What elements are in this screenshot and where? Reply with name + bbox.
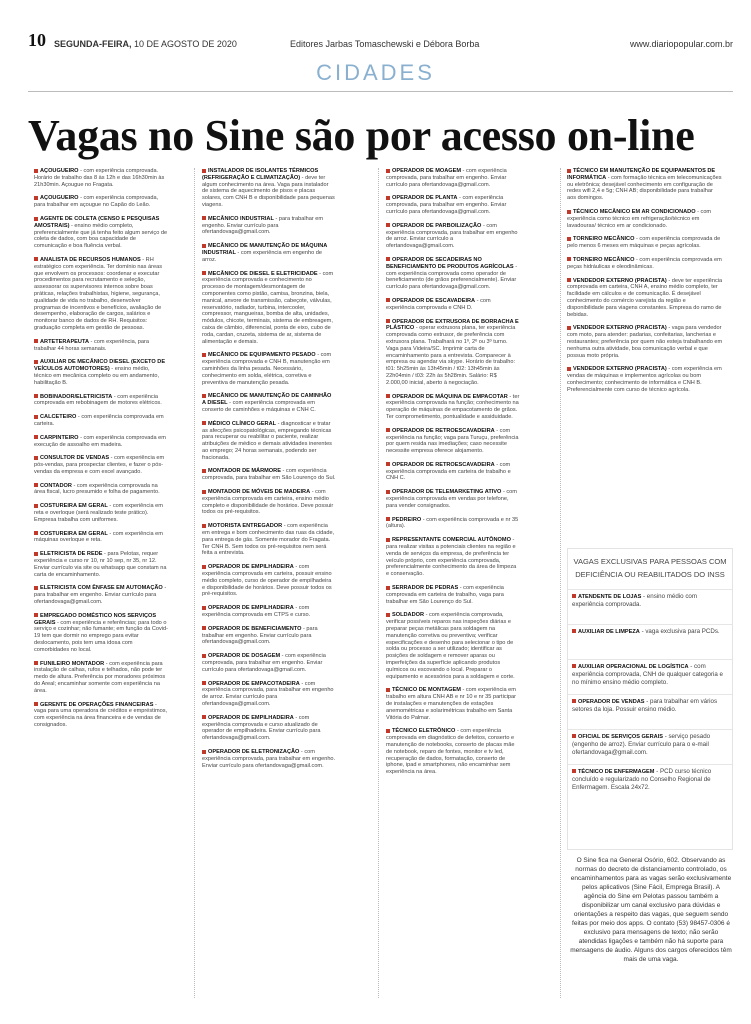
job-title: VENDEDOR EXTERNO (PRACISTA) bbox=[573, 325, 667, 332]
pcd-jobs-box bbox=[567, 548, 733, 850]
job-description: - com experiência em entrega e bom conhecimento das ruas da cidade, para entrega de gás. Somente morador do Fragata. Ter CNH B. Sem todos os pré-requisitos nem será feita a entrevista. bbox=[202, 523, 335, 557]
job-title: MECÂNICO DE EQUIPAMENTO PESADO bbox=[208, 352, 316, 359]
job-title: TORNEIRO MECÂNICO bbox=[573, 256, 635, 263]
job-listing bbox=[568, 764, 732, 797]
job-description: - com experiência comprovada e CNH B, manutenção em caminhões da linha pesada. Necessário, conhecimento em solda, elétrica, corretiva e preventiva de manutenção pesada. bbox=[202, 352, 332, 386]
job-listing bbox=[202, 605, 336, 619]
square-bullet-icon bbox=[34, 257, 38, 261]
column-4 bbox=[567, 168, 723, 401]
job-listing bbox=[34, 585, 168, 605]
job-description: - com experiência em reta e overloque (será realizado teste prático). Empresa trabalha com uniformes. bbox=[34, 503, 163, 523]
job-description: - com experiência comprovada em carteira, ensino médio completo e disponibilidade de horários. Deve possuir todos os pré-requisitos. bbox=[202, 489, 334, 516]
square-bullet-icon bbox=[202, 626, 206, 630]
job-description: - para trabalhar em engenho. Enviar currículo para ofertandovaga@gmail.com. bbox=[202, 625, 318, 646]
job-title: OPERADOR DE EMPILHADEIRA bbox=[208, 564, 294, 571]
job-description: - com experiência, para trabalhar 44 horas semanais. bbox=[34, 338, 150, 352]
job-listing bbox=[34, 414, 168, 428]
square-bullet-icon bbox=[386, 688, 390, 692]
square-bullet-icon bbox=[386, 490, 390, 494]
square-bullet-icon bbox=[572, 664, 576, 668]
square-bullet-icon bbox=[202, 353, 206, 357]
job-title: OPERADOR DE PARBOILIZAÇÃO bbox=[392, 222, 482, 229]
job-title: TÉCNICO ELETRÔNICO bbox=[392, 728, 456, 735]
sine-info-note: O Sine fica na General Osório, 602. Observando as normas do decreto de distanciamento controlado, os encaminhamentos para as vagas serão exclusivamente pelos aplicativos (Sine Fácil, Emprega Brasil). A agência do Sine em Pelotas passou também a disponibilizar um canal exclusivo para dúvidas e orientações a respeito das vagas, que seguem sendo feitas por meio dos apps. O contato (53) 98457-0306 é exclusivo para mensagens de texto; não serão atendidas ligações e também não há suporte para mensagens de áudio. Alguns dos cargos oferecidos têm mais de uma vaga. bbox=[570, 857, 732, 963]
job-description: - com experiência e referências; para todo o serviço e cozinhar; não fumante; em função da Covid-19 tem que dormir no emprego para evitar deslocamento, pois tem uma idosa com comorbidades no local. bbox=[34, 619, 169, 653]
job-title: MOTORISTA ENTREGADOR bbox=[208, 523, 283, 530]
job-listing bbox=[202, 271, 336, 346]
job-description: - com experiência comprovada em carteira de trabalho, vaga para trabalhar em São Lourenço do Sul. bbox=[386, 585, 504, 605]
square-bullet-icon bbox=[386, 428, 390, 432]
job-title: REPRESENTANTE COMERCIAL AUTÔNOMO bbox=[392, 537, 511, 544]
square-bullet-icon bbox=[202, 469, 206, 473]
job-listing bbox=[567, 366, 723, 393]
job-title: MECÂNICO DE DIESEL E ELETRICIDADE bbox=[208, 270, 318, 277]
square-bullet-icon bbox=[567, 257, 571, 261]
job-listing bbox=[386, 394, 520, 421]
job-title: OPERADOR DE ESCAVADEIRA bbox=[392, 297, 476, 304]
job-title: OFICIAL DE SERVIÇOS GERAIS bbox=[578, 734, 663, 740]
job-description: - com experiência em máquinas overloque e reta. bbox=[34, 530, 163, 544]
job-title: OPERADOR DE TELEMARKETING ATIVO bbox=[392, 489, 502, 496]
job-description: - PCD curso técnico concluído e regularizado no Conselho Regional de Enfermagem. Escala 24x72. bbox=[572, 768, 712, 791]
square-bullet-icon bbox=[202, 654, 206, 658]
job-description: - com experiência comprovada em execução de assoalho em madeira. bbox=[34, 434, 166, 448]
job-description: - com experiência comprovada, para trabalhar em São Lourenço do Sul. bbox=[202, 468, 336, 482]
job-title: COSTUREIRA EM GERAL bbox=[40, 530, 108, 537]
square-bullet-icon bbox=[34, 217, 38, 221]
job-description: - com experiência comprovada e conhecimento no processo de montagem/desmontagem de componentes como pistão, camisa, bronzina, biela, manical, anvore de transmissão, cabeçote, válvulas, reservatório, radiador, turbina, intercooler, compressor, mangueiras, bomba de alta, unidades, módulos, chicote, terminais, sistema de embreagem, caixa de câmbio, diferencial, ponta de eixo, cubo de roda, cardan, cruzeta, sistema de ar, sistema de alimentação e demais. bbox=[202, 270, 334, 345]
job-description: - operar extrusora plana, ter experiência comprovada como extrusor, de preferência com extrusora plana. Trabalhará no 1º, 2º ou 3º turno. Vaga para Videira/SC. Imprimir carta de encaminhamento para a entrevista. Comparecer à empresa ou agendar via skype. Horário de trabalho: t01: 5h25min às 13h45min / t02: 13h45min às 22h04min / t03: 22h às 5h28min. Salário: R$ 2.000,00 inicial, aberto à negociação. bbox=[386, 325, 516, 386]
job-title: SERRADOR DE PEDRAS bbox=[392, 585, 459, 592]
job-listing bbox=[386, 537, 520, 578]
column-2 bbox=[202, 168, 336, 776]
square-bullet-icon bbox=[567, 278, 571, 282]
job-description: - com experiência comprovada, para trabalhar em açougue no Capão do Leão. bbox=[34, 195, 159, 209]
job-listing bbox=[34, 394, 168, 408]
pcd-box-title: VAGAS EXCLUSIVAS PARA PESSOAS COM DEFICIÊNCIA OU REABILITADOS DO INSS bbox=[573, 557, 727, 579]
job-description: - com experiência como técnico em refrigeração/técnico em lavadouras/ técnico em ar condicionado. bbox=[567, 208, 712, 229]
job-listing bbox=[202, 243, 336, 263]
column-3 bbox=[386, 168, 520, 783]
job-title: ELETRICISTA COM ÊNFASE EM AUTOMAÇÃO bbox=[40, 585, 163, 592]
job-title: OPERADOR DE EMPILHADEIRA bbox=[208, 714, 294, 721]
square-bullet-icon bbox=[202, 681, 206, 685]
issue-date: SEGUNDA-FEIRA, 10 DE AGOSTO DE 2020 bbox=[54, 39, 237, 49]
square-bullet-icon bbox=[386, 169, 390, 173]
job-title: CALCETEIRO bbox=[40, 414, 77, 421]
job-description: - com experiência comprovada, verificar possíveis reparos nas inspeções diárias e preparar peças metálicas para soldagem na manutenção corretiva ou preventiva; verificar especificações e desenho para selecionar o tipo de solda ou processo a ser utilizado; identificar as posições de soldagem e remover aparas ou imperfeições da superfície aplicando produtos químicos ou escovando o local. Preparar o equipamento e acessórios para a soldagem e corte. bbox=[386, 612, 515, 680]
job-listing bbox=[202, 626, 336, 646]
job-listing bbox=[567, 209, 723, 229]
job-title: OPERADOR DE DOSAGEM bbox=[208, 653, 281, 660]
job-title: SOLDADOR bbox=[392, 612, 425, 619]
job-title: OPERADOR DE PLANTA bbox=[392, 195, 458, 202]
job-description: - para realizar visitas a potenciais clientes na região e venda de serviços da empresa, de preferência ter veículo próprio, com experiência comprovada, preferencialmente conhecimento da área de limpeza e conservação. bbox=[386, 537, 517, 578]
job-title: OPERADOR DE EXTRUSORA DE BORRACHA E PLÁSTICO bbox=[386, 318, 519, 332]
job-listing bbox=[202, 352, 336, 386]
job-description: - deve ter experiência comprovada em carteira, CNH A, ensino médio completo, ter facilidade em cálculos e de comunicação. É desejável conhecimento do comércio varejista da região e disponibilidade para viagens constantes. Empresa do ramo de bebidas. bbox=[567, 277, 723, 318]
section-title: CIDADES bbox=[316, 60, 435, 85]
square-bullet-icon bbox=[386, 394, 390, 398]
square-bullet-icon bbox=[34, 435, 38, 439]
square-bullet-icon bbox=[34, 586, 38, 590]
job-title: AUXILIAR DE MECÂNICO DIESEL (EXCETO DE VEÍCULOS AUTOMOTORES) bbox=[34, 359, 166, 373]
square-bullet-icon bbox=[386, 298, 390, 302]
job-title: AGENTE DE COLETA (CENSO E PESQUISAS AMOSTRAIS) bbox=[34, 215, 160, 229]
editors-line: Editores Jarbas Tomaschewski e Débora Borba bbox=[290, 39, 480, 49]
job-description: - serviço pesado (engenho de arroz). Enviar currículo para o e-mail ofertandovaga@gmail.com. bbox=[572, 733, 711, 756]
job-title: MECÂNICO DE MANUTENÇÃO DE CAMINHÃO A DIESEL bbox=[202, 393, 332, 407]
job-description: - ensino médio com experiência comprovada. bbox=[572, 593, 698, 608]
job-listing bbox=[386, 728, 520, 776]
job-description: - ensino médio completo, preferencialmente que já tenha feito algum serviço de coleta de dados, com boa capacidade de comunicação e boa fluência verbal. bbox=[34, 222, 168, 250]
square-bullet-icon bbox=[34, 531, 38, 535]
job-description: - com experiência comprovada, para trabalhar em engenho de arroz. Enviar currículo a ofertandovaga@gmail.com. bbox=[386, 222, 518, 250]
page-header bbox=[28, 30, 733, 54]
square-bullet-icon bbox=[567, 367, 571, 371]
column-divider bbox=[194, 168, 195, 998]
job-listing bbox=[567, 168, 723, 202]
job-listing bbox=[202, 681, 336, 708]
headline: Vagas no Sine são por acesso on-line bbox=[28, 111, 695, 160]
job-listing bbox=[202, 216, 336, 236]
square-bullet-icon bbox=[202, 169, 206, 173]
column-divider bbox=[378, 168, 379, 998]
job-listing bbox=[34, 661, 168, 695]
job-listing bbox=[386, 223, 520, 250]
square-bullet-icon bbox=[34, 613, 38, 617]
job-description: - com experiência comprovada e nr 35 (altura). bbox=[386, 516, 519, 530]
job-title: MONTADOR DE MÁRMORE bbox=[208, 468, 281, 475]
job-listing bbox=[567, 236, 723, 250]
job-description: - com experiência em pós-vendas, para prospectar clientes, e fazer o pós-vendas da empresa e com excel avançado. bbox=[34, 455, 165, 475]
job-description: - vaga para vendedor com moto, para atender: padarias, confeitarias, lancherias e restaurantes; preferência por quem não esteja trabalhando em nenhuma outra atividade, boa comunicação verbal e que possua moto própria. bbox=[567, 325, 723, 359]
square-bullet-icon bbox=[202, 524, 206, 528]
square-bullet-icon bbox=[34, 339, 38, 343]
job-description: - com experiência comprovada, para trabalhar em engenho. Enviar currículo para ofertandovaga@gmail.com. bbox=[202, 748, 336, 769]
square-bullet-icon bbox=[202, 394, 206, 398]
square-bullet-icon bbox=[202, 271, 206, 275]
job-title: CARPINTEIRO bbox=[40, 434, 79, 441]
square-bullet-icon bbox=[567, 169, 571, 173]
job-listing bbox=[34, 339, 168, 353]
job-title: CONSULTOR DE VENDAS bbox=[40, 455, 110, 462]
job-description: - com experiência comprovada em vendas por telefone, para vender consignados. bbox=[386, 489, 517, 509]
job-title: EMPREGADO DOMÉSTICO NOS SERVIÇOS GERAIS bbox=[34, 612, 157, 626]
job-description: - com experiência comprovada, para trabalhar em engenho de arroz. Enviar currículo para ofertandovaga@gmail.com. bbox=[202, 680, 334, 707]
job-listing bbox=[202, 421, 336, 462]
square-bullet-icon bbox=[202, 750, 206, 754]
job-title: OPERADOR DE SECADEIRAS NO BENEFICIAMENTO DE PRODUTOS AGRÍCOLAS bbox=[386, 256, 514, 270]
job-listing bbox=[34, 216, 168, 250]
square-bullet-icon bbox=[386, 729, 390, 733]
square-bullet-icon bbox=[386, 586, 390, 590]
square-bullet-icon bbox=[567, 326, 571, 330]
job-description: - com experiência em trabalho em altura CNH AB e nr 10 e nr 35 participar de instalações e manutenções de estações anemométricas e solarimétricas trabalho em Santa Vitória do Palmar. bbox=[386, 687, 516, 721]
job-description: - com experiência comprovada e curso atualizado de operador de empilhadeira. Enviar currículo para ofertandovaga@gmail.com. bbox=[202, 714, 321, 742]
job-listing bbox=[202, 489, 336, 516]
square-bullet-icon bbox=[386, 517, 390, 521]
job-listing bbox=[34, 702, 168, 729]
job-description: - com experiência comprovada como operador de beneficiamento (de grãos preferencialmente). Enviar currículo para ofertandovaga@gmail.com. bbox=[386, 263, 518, 291]
square-bullet-icon bbox=[34, 661, 38, 665]
square-bullet-icon bbox=[34, 483, 38, 487]
job-listing bbox=[567, 325, 723, 359]
square-bullet-icon bbox=[386, 538, 390, 542]
job-title: OPERADOR DE RETROESCAVADEIRA bbox=[392, 427, 495, 434]
job-title: AUXILIAR DE LIMPEZA bbox=[578, 629, 640, 635]
job-listing bbox=[34, 435, 168, 449]
job-description: - com experiência comprovada na área fiscal, lucro presumido e folha de pagamento. bbox=[34, 482, 160, 496]
job-title: AUXILIAR OPERACIONAL DE LOGÍSTICA bbox=[578, 664, 689, 670]
square-bullet-icon bbox=[386, 613, 390, 617]
job-title: MECÂNICO INDUSTRIAL bbox=[208, 215, 274, 222]
column-divider bbox=[560, 168, 561, 998]
job-title: VENDEDOR EXTERNO (PRACISTA) bbox=[573, 366, 667, 373]
job-description: - com experiência comprovada, para trabalhar em engenho. Enviar currículo para ofertandovaga@gmail.com. bbox=[202, 653, 326, 673]
job-title: ATENDENTE DE LOJAS bbox=[578, 594, 642, 600]
job-listing bbox=[567, 257, 723, 271]
job-description: - ensino médio, técnico em mecânica completo ou em andamento, habilitação B. bbox=[34, 366, 159, 386]
job-title: BOBINADOR/ELETRICISTA bbox=[40, 393, 113, 400]
job-description: - para trabalhar em engenho. Enviar currículo para ofertandovaga@gmail.com. bbox=[34, 585, 167, 606]
job-listing bbox=[202, 749, 336, 769]
job-listing bbox=[34, 257, 168, 332]
job-listing bbox=[34, 503, 168, 523]
job-description: - com experiência em engenho de arroz. bbox=[202, 249, 323, 263]
square-bullet-icon bbox=[386, 319, 390, 323]
job-title: CONTADOR bbox=[40, 482, 72, 489]
job-title: TORNEIRO MECÂNICO bbox=[573, 236, 635, 243]
job-description: - com experiência na função; vaga para Turuçu, preferência por quem resida nas imediações; caso necessite necessite empresa oferece alojamento. bbox=[386, 427, 519, 455]
square-bullet-icon bbox=[34, 702, 38, 706]
job-listing bbox=[386, 489, 520, 509]
square-bullet-icon bbox=[386, 223, 390, 227]
job-description: - com experiência comprovada, para trabalhar em engenho. Enviar currículo para ofertandovaga@gmail.com. bbox=[386, 168, 507, 188]
job-listing bbox=[568, 659, 732, 692]
job-listing bbox=[386, 257, 520, 291]
job-description: - com experiência comprovada em conserto de caminhões e máquinas e CNH C. bbox=[202, 400, 316, 413]
job-description: - com experiência comprovada em carteira, possuir ensino médio completo, curso de operador de empilhadeira e disponibilidade de horários. Deve possuir todos os pré-requisitos. bbox=[202, 564, 332, 598]
job-listing bbox=[567, 278, 723, 319]
job-title: OPERADOR DE EMPILHADEIRA bbox=[208, 605, 294, 612]
job-title: TÉCNICO EM MANUTENÇÃO DE EQUIPAMENTOS DE INFORMÁTICA bbox=[567, 168, 716, 181]
job-listing bbox=[202, 523, 336, 557]
square-bullet-icon bbox=[202, 606, 206, 610]
square-bullet-icon bbox=[34, 196, 38, 200]
job-title: ARTETERAPEUTA bbox=[40, 338, 89, 345]
job-description: - para trabalhar em engenho. Enviar currículo para ofertandovaga@gmail.com. bbox=[202, 215, 324, 236]
square-bullet-icon bbox=[202, 244, 206, 248]
job-listing bbox=[386, 195, 520, 215]
job-listing bbox=[34, 168, 168, 188]
job-listing bbox=[568, 694, 732, 727]
job-description: - com experiência comprovada. Horário de trabalho das 8 às 12h e das 16h30min às 21h30min. Açougue no Fragata. bbox=[34, 168, 165, 188]
job-listing bbox=[386, 612, 520, 680]
square-bullet-icon bbox=[202, 715, 206, 719]
square-bullet-icon bbox=[202, 565, 206, 569]
pcd-job-list bbox=[568, 589, 732, 797]
job-listing bbox=[202, 653, 336, 673]
job-listing bbox=[386, 428, 520, 455]
job-listing bbox=[202, 564, 336, 598]
job-listing bbox=[34, 551, 168, 578]
job-listing bbox=[568, 589, 732, 622]
job-title: TÉCNICO DE MONTAGEM bbox=[392, 687, 461, 694]
job-title: GERENTE DE OPERAÇÕES FINANCEIRAS bbox=[40, 701, 154, 708]
job-description: - com formação técnica em telecomunicações ou eletrônica; desejável conhecimento em configuração de redes wifi 2,4 e 5g; CNH AB; disponibilidade para trabalhar aos domingos. bbox=[567, 174, 722, 202]
job-description: - com experiência em vendas de máquinas e implementos agrícolas ou bom conhecimento; conhecimento de informática e CNH B. Preferencialmente com curso de técnico agrícola. bbox=[567, 366, 722, 393]
square-bullet-icon bbox=[34, 360, 38, 364]
square-bullet-icon bbox=[386, 196, 390, 200]
square-bullet-icon bbox=[572, 594, 576, 598]
job-title: OPERADOR DE RETROESCAVADEIRA bbox=[392, 461, 495, 468]
square-bullet-icon bbox=[34, 456, 38, 460]
square-bullet-icon bbox=[572, 769, 576, 773]
job-description: - RH estratégico com experiência. Ter domínio nas áreas que envolvem os processos: coordenar e executar procedimentos para recrutamento e seleção, assessorar os supervisores internos sobre boas práticas, relações trabalhistas, higiene, segurança, qualidade de vida no trabalho, desenvolver programas de incentivos e benefícios, avaliação de desempenho, elaboração de cargos, salários e monitorar banco de dados de RH. Requisitos: graduação completa em gestão de pessoas. bbox=[34, 256, 162, 331]
job-listing bbox=[202, 168, 336, 209]
job-description: - com experiência comprovada, CNH de qualquer categoria e no mínimo ensino médio completo. bbox=[572, 663, 723, 686]
job-description: - com experiência comprovada em carteira. bbox=[34, 414, 164, 427]
job-listing bbox=[202, 468, 336, 482]
job-title: OPERADOR DE VENDAS bbox=[578, 699, 645, 705]
job-title: COSTUREIRA EM GERAL bbox=[40, 503, 108, 510]
job-description: - com experiência comprovada em peças hidráulicas e oleodinâmicas. bbox=[567, 256, 722, 270]
job-title: AÇOUGUEIRO bbox=[40, 168, 79, 174]
job-description: - ter experiência comprovada na função; conhecimento na operação de máquinas de empacotamento de grãos. Ter comprometimento, pontualidade e assiduidade. bbox=[386, 393, 520, 420]
job-title: FUNILEIRO MONTADOR bbox=[40, 660, 105, 667]
job-title: TÉCNICO MECÂNICO EM AR CONDICIONADO bbox=[573, 208, 696, 215]
square-bullet-icon bbox=[34, 552, 38, 556]
job-listing bbox=[386, 168, 520, 188]
job-listing bbox=[386, 319, 520, 387]
column-1 bbox=[34, 168, 168, 736]
job-description: - com experiência comprovada em CTPS e curso. bbox=[202, 605, 311, 619]
square-bullet-icon bbox=[202, 216, 206, 220]
square-bullet-icon bbox=[34, 169, 38, 173]
job-description: - com experiência comprovada em rebobinagem de motores elétricos. bbox=[34, 393, 162, 407]
square-bullet-icon bbox=[34, 415, 38, 419]
job-title: MÉDICO CLÍNICO GERAL bbox=[208, 420, 277, 427]
job-listing bbox=[202, 715, 336, 742]
square-bullet-icon bbox=[202, 490, 206, 494]
job-description: - com experiência comprovada de pelo menos 6 meses em máquinas e peças agrícolas. bbox=[567, 236, 721, 250]
job-title: ELETRICISTA DE REDE bbox=[40, 551, 103, 558]
job-title: OPERADOR DE MOAGEM bbox=[392, 168, 461, 174]
square-bullet-icon bbox=[202, 421, 206, 425]
job-listing bbox=[568, 624, 732, 657]
job-description: - vaga exclusiva para PCDs. bbox=[639, 628, 720, 635]
square-bullet-icon bbox=[34, 504, 38, 508]
job-listing bbox=[568, 729, 732, 762]
job-title: INSTALADOR DE ISOLANTES TÉRMICOS (REFRIGERAÇÃO E CLIMATIZAÇÃO) bbox=[202, 168, 319, 181]
site-url[interactable]: www.diariopopular.com.br bbox=[629, 39, 733, 49]
square-bullet-icon bbox=[567, 210, 571, 214]
page-number: 10 bbox=[28, 30, 46, 50]
square-bullet-icon bbox=[34, 394, 38, 398]
job-description: - para trabalhar em vários setores da loja. Possuir ensino médio. bbox=[572, 698, 718, 713]
job-listing bbox=[386, 687, 520, 721]
job-title: OPERADOR DE ELETRONIZAÇÃO bbox=[208, 748, 300, 755]
job-title: MECÂNICO DE MANUTENÇÃO DE MÁQUINA INDUSTRIAL bbox=[202, 243, 328, 256]
square-bullet-icon bbox=[572, 629, 576, 633]
square-bullet-icon bbox=[567, 237, 571, 241]
job-listing bbox=[34, 455, 168, 475]
header-divider bbox=[28, 91, 733, 92]
job-listing bbox=[34, 613, 168, 654]
job-description: - com experiência comprovada e CNH D. bbox=[386, 297, 491, 311]
job-listing bbox=[386, 298, 520, 312]
job-description: - deve ter algum conhecimento na área. Vaga para instalador de sistema de aquecimento de pisos e placas solares, com CNH B e disponibilidade para pequenas viagens. bbox=[202, 174, 335, 208]
job-title: TÉCNICO DE ENFERMAGEM bbox=[578, 769, 655, 775]
job-listing bbox=[34, 531, 168, 545]
square-bullet-icon bbox=[572, 734, 576, 738]
job-description: - diagnosticar e tratar as afecções psicopatológicas, empregando técnicas para recuperar ou reabilitar o paciente, realizar atribuições de médico e demais atividades inerentes ao emprego; 24 horas semanais, podendo ser fracionada. bbox=[202, 420, 332, 461]
job-listing bbox=[386, 462, 520, 482]
job-description: - com experiência para instalação de calhas, rufos e telhados, não pode ter medo de altura. Preferência por moradores próximos do Areal; encaminhar somente com experiência na área. bbox=[34, 660, 166, 694]
job-listing bbox=[386, 585, 520, 605]
job-title: ANALISTA DE RECURSOS HUMANOS bbox=[40, 256, 141, 263]
job-title: VENDEDOR EXTERNO (PRACISTA) bbox=[573, 277, 667, 284]
job-listing bbox=[34, 359, 168, 386]
job-listing bbox=[34, 195, 168, 209]
job-listing bbox=[202, 393, 336, 413]
job-title: OPERADOR DE MÁQUINA DE EMPACOTAR bbox=[392, 393, 508, 400]
job-description: - com experiência comprovada, para trabalhar em engenho. Enviar currículo para ofertandovaga@gmail.com. bbox=[386, 195, 507, 215]
square-bullet-icon bbox=[386, 462, 390, 466]
square-bullet-icon bbox=[572, 699, 576, 703]
job-title: MONTADOR DE MÓVEIS DE MADEIRA bbox=[208, 489, 311, 496]
job-description: - vaga para uma operadora de créditos e empréstimos, com experiência na área financeira e de vendas de consignados. bbox=[34, 701, 168, 728]
job-title: AÇOUGUEIRO bbox=[40, 195, 79, 202]
job-listing bbox=[34, 483, 168, 497]
job-description: - para Pelotas, requer experiência e curso nr 10, nr 10 sep, nr 35, nr 12. Enviar currículo via site ou whatsapp que constam na carta de encaminhamento. bbox=[34, 551, 167, 578]
square-bullet-icon bbox=[386, 257, 390, 261]
job-title: OPERADOR DE EMPACOTADEIRA bbox=[208, 680, 300, 687]
job-title: PEDREIRO bbox=[392, 516, 422, 523]
job-listing bbox=[386, 517, 520, 531]
job-description: - com experiência comprovada em carteira de trabalho e CNH C. bbox=[386, 461, 511, 482]
job-description: - com experiência comprovada em diagnóstico de defeitos, conserto e manutenção de notebooks, conserto de placas mãe de notebook, reparo de fontes, monitor e tv led, recuperação de dados, formatação, conserto de iphone, ipad e smartphones, não encaminhar sem experiência na área. bbox=[386, 728, 515, 776]
job-title: OPERADOR DE BENEFICIAMENTO bbox=[208, 625, 302, 632]
